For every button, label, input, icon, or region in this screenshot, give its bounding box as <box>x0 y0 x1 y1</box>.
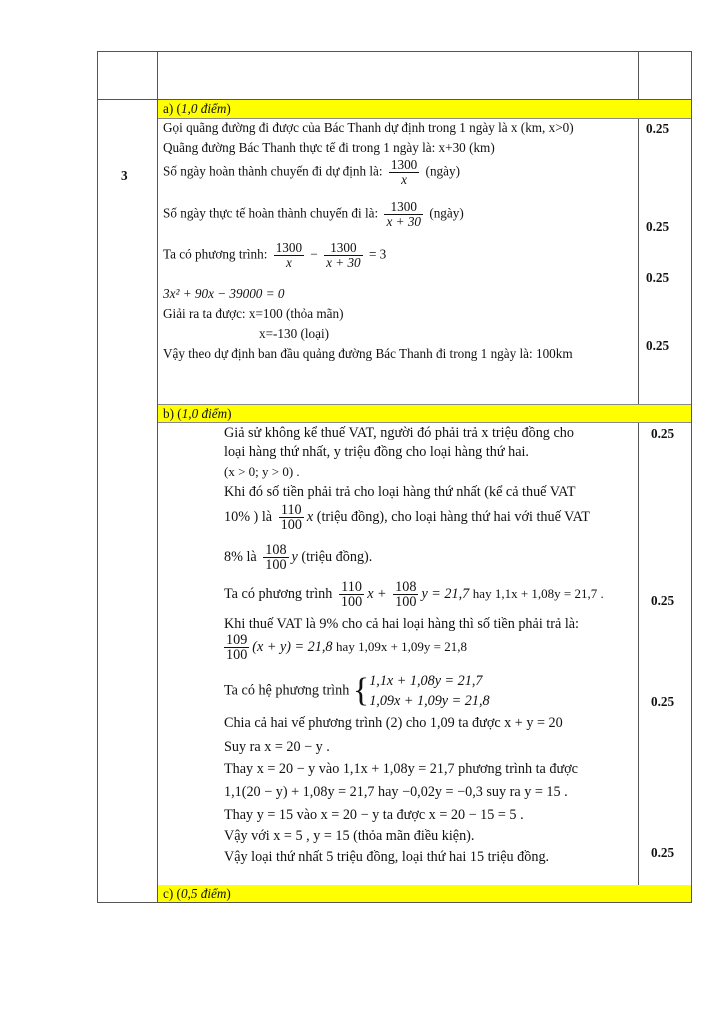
part-a-line: Gọi quãng đường đi được của Bác Thanh dự định trong 1 ngày là x (km, x>0) <box>163 120 574 135</box>
score-cell: 0.25 <box>651 845 675 860</box>
fraction: $\frac{1300}{x}$ <box>390 157 418 187</box>
part-b-line: Thay y = 15 vào x = 20 − y ta được x = 20 − 15 = 5 . <box>224 807 524 823</box>
score-cell: 0.25 <box>646 121 670 136</box>
table-border-left <box>97 51 98 903</box>
part-b-system: Ta có hệ phương trình { 1,1x + 1,08y = 21,7 1,09x + 1,09y = 21,8 <box>224 672 490 709</box>
score-cell: 0.25 <box>646 219 670 234</box>
part-b-line: Giả sử không kể thuế VAT, người đó phải trả x triệu đồng cho <box>224 425 574 441</box>
system-brace: { <box>352 672 370 709</box>
part-b-line: Khi thuế VAT là 9% cho cả hai loại hàng thì số tiền phải trả là: <box>224 616 580 632</box>
part-b-conclusion: Vậy loại thứ nhất 5 triệu đồng, loại thứ hai 15 triệu đồng. <box>224 849 550 865</box>
part-b-line: Suy ra x = 20 − y . <box>224 739 330 755</box>
part-a-line: Số ngày hoàn thành chuyến đi dự định là: $\frac{1300}{x}$ (ngày) <box>163 157 460 187</box>
part-c-title: c) (0,5 điểm) <box>163 886 231 901</box>
part-b-line: 8% là $\frac{108}{100}$ y (triệu đồng). <box>224 542 373 573</box>
part-b-line: 10% ) là $\frac{110}{100}$ x (triệu đồng), cho loại hàng thứ hai với thuế VAT <box>224 502 590 533</box>
part-a-header-highlight <box>158 100 691 118</box>
part-a-equation: Ta có phương trình: $\frac{1300}{x}$ − $\frac{1300}{x + 30}$ = 3 <box>163 240 387 270</box>
table-border-right <box>691 51 692 903</box>
part-b-header-rule <box>158 422 691 423</box>
part-a-line: 3x² + 90x − 39000 = 0 <box>163 286 285 301</box>
part-a-title: a) (1,0 điểm) <box>163 101 231 116</box>
part-a-line: x=-130 (loại) <box>259 326 330 341</box>
part-b-line: 1,1(20 − y) + 1,08y = 21,7 hay −0,02y = −0,3 suy ra y = 15 . <box>224 784 568 800</box>
score-cell: 0.25 <box>651 694 675 709</box>
part-b-header-highlight <box>158 405 691 422</box>
part-a-conclusion: Vậy theo dự định ban đầu quảng đường Bác Thanh đi trong 1 ngày là: 100km <box>163 346 573 361</box>
part-b-equation: $\frac{109}{100}$ (x + y) = 21,8 hay 1,09x + 1,09y = 21,8 <box>226 632 467 663</box>
table-border-bottom <box>97 902 692 903</box>
part-b-title: b) (1,0 điểm) <box>163 406 232 421</box>
part-b-line: Vậy với x = 5 , y = 15 (thỏa mãn điều kiện). <box>224 828 475 844</box>
part-a-line: Số ngày thực tế hoàn thành chuyến đi là: $\frac{1300}{x + 30}$ (ngày) <box>163 199 464 229</box>
part-b-equation: Ta có phương trình $\frac{110}{100}$ x + $\frac{108}{100}$ y = 21,7 hay 1,1x + 1,08y = 21,7 . <box>224 579 604 610</box>
table-border-top <box>97 51 692 52</box>
part-a-header-rule <box>158 118 691 119</box>
score-cell: 0.25 <box>651 593 675 608</box>
part-b-line: loại hàng thứ nhất, y triệu đồng cho loại hàng thứ hai. <box>224 444 529 460</box>
part-b-line: Khi đó số tiền phải trả cho loại hàng thứ nhất (kể cả thuế VAT <box>224 484 576 500</box>
part-a-line: Giải ra ta được: x=100 (thỏa mãn) <box>163 306 344 321</box>
part-b-line: Thay x = 20 − y vào 1,1x + 1,08y = 21,7 phương trình ta được <box>224 761 578 777</box>
fraction: $\frac{1300}{x + 30}$ <box>386 199 422 229</box>
table-col-divider <box>157 51 158 903</box>
table-col-divider <box>638 51 639 885</box>
score-cell: 0.25 <box>646 338 670 353</box>
score-cell: 0.25 <box>646 270 670 285</box>
part-c-header-highlight <box>158 885 691 902</box>
question-number: 3 <box>121 168 128 183</box>
part-a-line: Quãng đường Bác Thanh thực tế đi trong 1 ngày là: x+30 (km) <box>163 140 495 155</box>
part-b-line: (x > 0; y > 0) . <box>224 464 300 479</box>
part-b-line: Chia cả hai vế phương trình (2) cho 1,09 ta được x + y = 20 <box>224 715 563 731</box>
score-cell: 0.25 <box>651 426 675 441</box>
